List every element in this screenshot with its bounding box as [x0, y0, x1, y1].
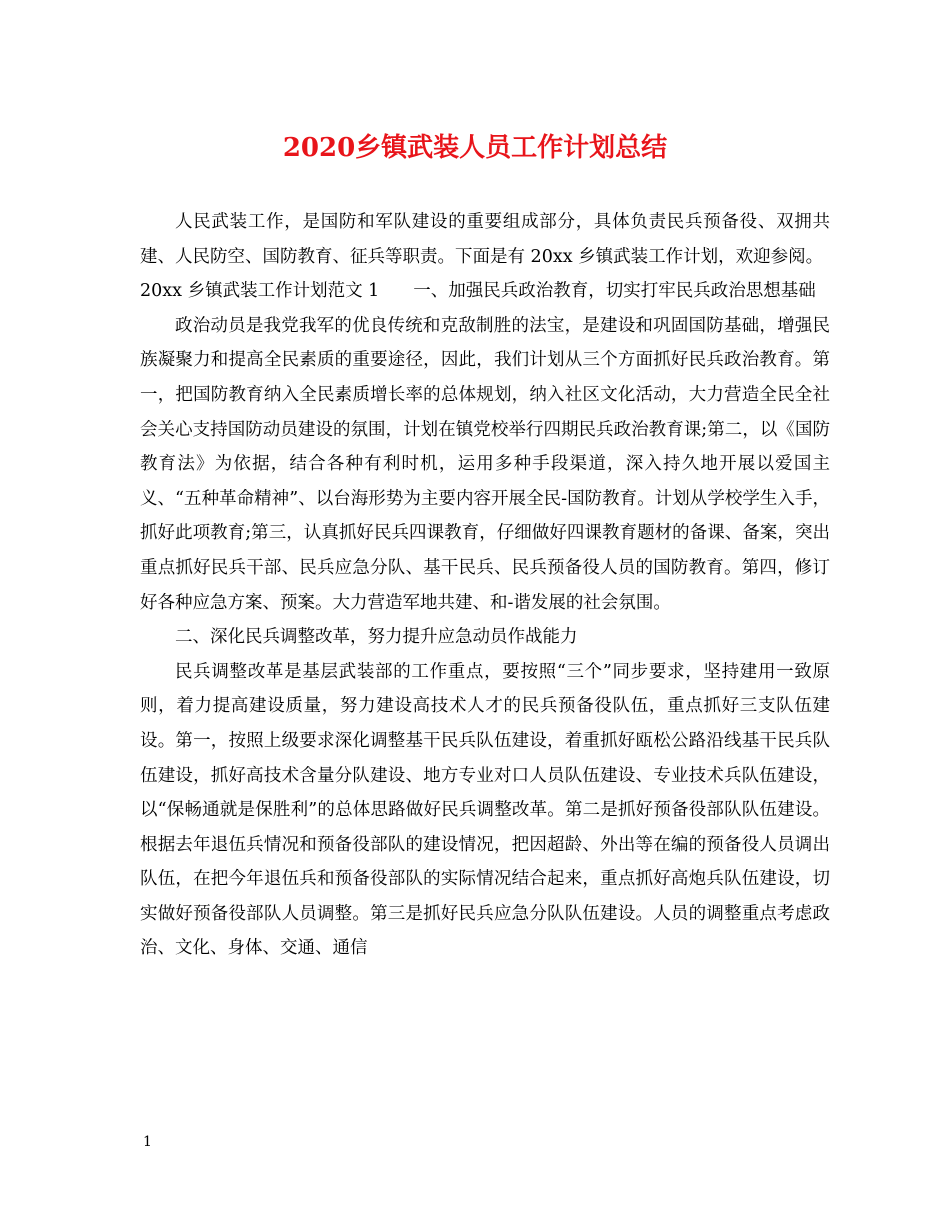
paragraph-intro: 人民武装工作，是国防和军队建设的重要组成部分，具体负责民兵预备役、双拥共建、人民防空、国防教育、征兵等职责。下面是有 20xx 乡镇武装工作计划，欢迎参阅。: [140, 212, 830, 267]
sample-title: 20xx 乡镇武装工作计划范文 1: [140, 281, 380, 302]
paragraph-political-education: 政治动员是我党我军的优良传统和克敌制胜的法宝，是建设和巩固国防基础，增强民族凝聚力和提高全民素质的重要途径，因此，我们计划从三个方面抓好民兵政治教育。第一，把国防教育纳入全民素质增长率的总体规划，纳入社区文化活动，大力营造全民全社会关心支持国防动员建设的氛围，计划在镇党校举行四期民兵政治教育课;第二，以《国防教育法》为依据，结合各种有利时机，运用多种手段渠道，深入持久地开展以爱国主义、“五种革命精神”、以台海形势为主要内容开展全民-国防教育。计划从学校学生入手，抓好此项教育;第三，认真抓好民兵四课教育，仔细做好四课教育题材的备课、备案，突出重点抓好民兵干部、民兵应急分队、基干民兵、民兵预备役人员的国防教育。第四，修订好各种应急方案、预案。大力营造军地共建、和-谐发展的社会氛围。: [140, 315, 830, 613]
paragraph-section-heading: [140, 274, 830, 309]
page-number: 1: [143, 1134, 152, 1150]
section-one-heading: 一、加强民兵政治教育，切实打牢民兵政治思想基础: [413, 281, 816, 302]
document-title: 2020乡镇武装人员工作计划总结: [282, 133, 668, 163]
paragraph-section-two-heading: 二、深化民兵调整改革，努力提升应急动员作战能力: [175, 627, 578, 648]
document-body: [140, 205, 830, 966]
paragraph-reform: 民兵调整改革是基层武装部的工作重点，要按照“三个”同步要求，坚持建用一致原则，着力提高建设质量，努力建设高技术人才的民兵预备役队伍，重点抓好三支队伍建设。第一，按照上级要求深化调整基干民兵队伍建设，着重抓好瓯松公路沿线基干民兵队伍建设，抓好高技术含量分队建设、地方专业对口人员队伍建设、专业技术兵队伍建设，以“保畅通就是保胜利”的总体思路做好民兵调整改革。第二是抓好预备役部队队伍建设。根据去年退伍兵情况和预备役部队的建设情况，把因超龄、外出等在编的预备役人员调出队伍，在把今年退伍兵和预备役部队的实际情况结合起来，重点抓好高炮兵队伍建设，切实做好预备役部队人员调整。第三是抓好民兵应急分队队伍建设。人员的调整重点考虑政治、文化、身体、交通、通信: [140, 661, 830, 959]
